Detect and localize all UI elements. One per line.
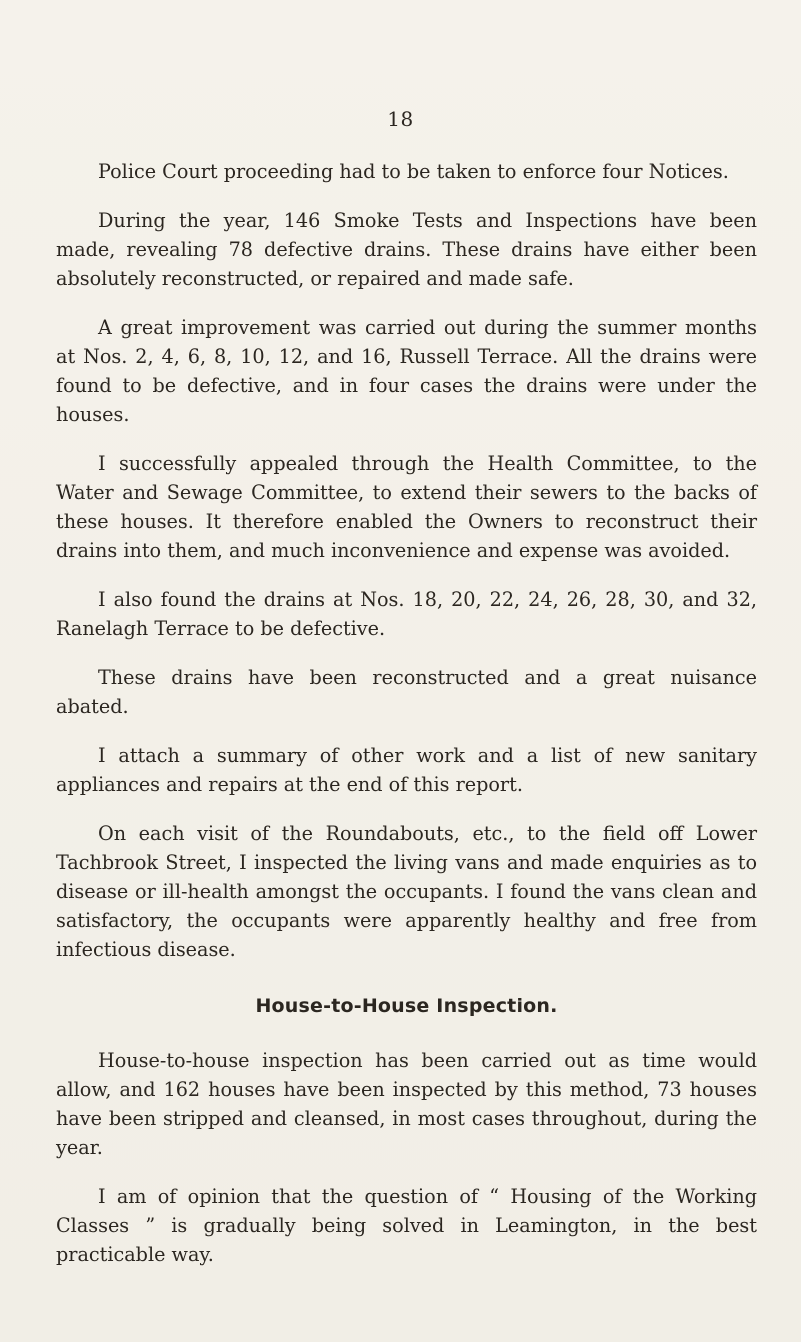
section-heading: House-to-House Inspection. — [255, 995, 558, 1017]
page-number: 18 — [387, 107, 414, 131]
paragraph-health-committee: I successfully appealed through the Health Committee, to the Water and Sewage Committee, to extend their sewers to the backs of these houses. It therefore enabled the Owners to reconstruct their drains into them, and much inconvenience and expense was avoided. — [56, 452, 757, 562]
paragraph-russell-terrace: A great improvement was carried out during the summer months at Nos. 2, 4, 6, 8, 10, 12, and 16, Russell Terrace. All the drains were found to be defective, and in four cases the drains were under the houses. — [56, 316, 757, 426]
report-body — [56, 157, 757, 1289]
paragraph-housing-opinion: I am of opinion that the question of “ Housing of the Working Classes ” is gradually being solved in Leamington, in the best practicable way. — [56, 1185, 757, 1266]
paragraph-nuisance-abated: These drains have been reconstructed and a great nuisance abated. — [56, 666, 757, 718]
paragraph-house-inspection: House-to-house inspection has been carried out as time would allow, and 162 houses have been inspected by this method, 73 houses have been stripped and cleansed, in most cases throughout, during the year. — [56, 1049, 757, 1159]
paragraph-police-court: Police Court proceeding had to be taken to enforce four Notices. — [98, 160, 729, 183]
paragraph-summary-attachment: I attach a summary of other work and a list of new sanitary appliances and repairs at the end of this report. — [56, 744, 757, 796]
paragraph-ranelagh-terrace: I also found the drains at Nos. 18, 20, 22, 24, 26, 28, 30, and 32, Ranelagh Terrace to be defective. — [56, 588, 757, 640]
paragraph-roundabouts-visit: On each visit of the Roundabouts, etc., to the field off Lower Tachbrook Street, I inspected the living vans and made enquiries as to disease or ill-health amongst the occupants. I found the vans clean and satisfactory, the occupants were apparently healthy and free from infectious disease. — [56, 822, 757, 961]
paragraph-smoke-tests: During the year, 146 Smoke Tests and Inspections have been made, revealing 78 defective drains. These drains have either been absolutely reconstructed, or repaired and made safe. — [56, 209, 757, 290]
